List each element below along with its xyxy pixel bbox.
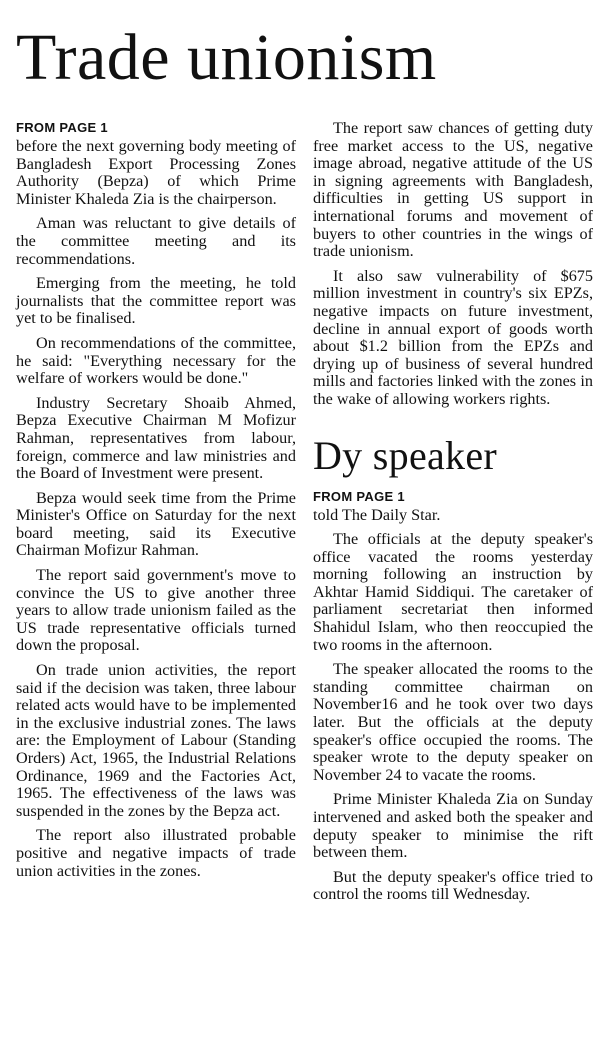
left-column <box>16 120 296 887</box>
paragraph: But the deputy speaker's office tried to control the rooms till Wednesday. <box>313 867 593 904</box>
paragraph: told The Daily Star. <box>313 505 441 524</box>
paragraph: The officials at the deputy speaker's office vacated the rooms yesterday morning following an instruction by Akhtar Hamid Siddiqui. The caretaker of parliament secretariat then informed Shahidul Islam, who then reoccupied the two rooms in the afternoon. <box>313 530 593 654</box>
paragraph: The report said government's move to convince the US to give another three years to allow trade unionism failed as the US trade representative officials turned down the proposal. <box>16 566 296 655</box>
right-column <box>313 120 593 911</box>
paragraph: On recommendations of the committee, he said: "Everything necessary for the welfare of workers would be done." <box>16 333 296 388</box>
paragraph: before the next governing body meeting of Bangladesh Export Processing Zones Authority (Bepza) of which Prime Minister Khaleda Zia is the chairperson. <box>16 137 296 208</box>
from-page-kicker: FROM PAGE 1 <box>16 120 108 135</box>
paragraph: The report also illustrated probable positive and negative impacts of trade union activities in the zones. <box>16 826 296 880</box>
from-page-kicker: FROM PAGE 1 <box>313 488 405 504</box>
paragraph: Aman was reluctant to give details of the committee meeting and its recommendations. <box>16 214 296 268</box>
paragraph: Industry Secretary Shoaib Ahmed, Bepza Executive Chairman M Mofizur Rahman, representatives from labour, foreign, commerce and law ministries and the Board of Investment were present. <box>16 393 296 483</box>
paragraph: Bepza would seek time from the Prime Minister's Office on Saturday for the next board meeting, said its Executive Chairman Mofizur Rahman. <box>16 488 296 560</box>
article-headline-trade-unionism: Trade unionism <box>16 21 437 94</box>
paragraph: Emerging from the meeting, he told journalists that the committee report was yet to be finalised. <box>16 274 296 328</box>
paragraph: The speaker allocated the rooms to the standing committee chairman on November16 and he took over two days later. But the officials at the deputy speaker's office occupied the rooms. The speaker wrote to the deputy speaker on November 24 to vacate the rooms. <box>313 660 593 784</box>
paragraph: On trade union activities, the report said if the decision was taken, three labour related acts would have to be implemented in the exclusive industrial zones. The laws are: the Employment of Labour (Standing Orders) Act, 1965, the Industrial Relations Ordinance, 1969 and the Factories Act, 1965. The effectiveness of the laws was suspended in the zones by the Bepza act. <box>16 661 296 820</box>
paragraph: It also saw vulnerability of $675 million investment in country's six EPZs, negative impacts on future investment, decline in annual export of goods worth about $1.2 billion from the EPZs and drying up of business of several hundred mills and factories linked with the zones in the wake of allowing workers rights. <box>313 266 593 408</box>
paragraph: The report saw chances of getting duty free market access to the US, negative image abroad, negative attitude of the US in signing agreements with Bangladesh, difficulties in getting US support in international forums and movement of buyers to other countries in the wings of trade unionism. <box>313 119 593 261</box>
article-headline-dy-speaker: Dy speaker <box>313 432 498 478</box>
paragraph: Prime Minister Khaleda Zia on Sunday intervened and asked both the speaker and deputy speaker to minimise the rift between them. <box>313 790 593 862</box>
